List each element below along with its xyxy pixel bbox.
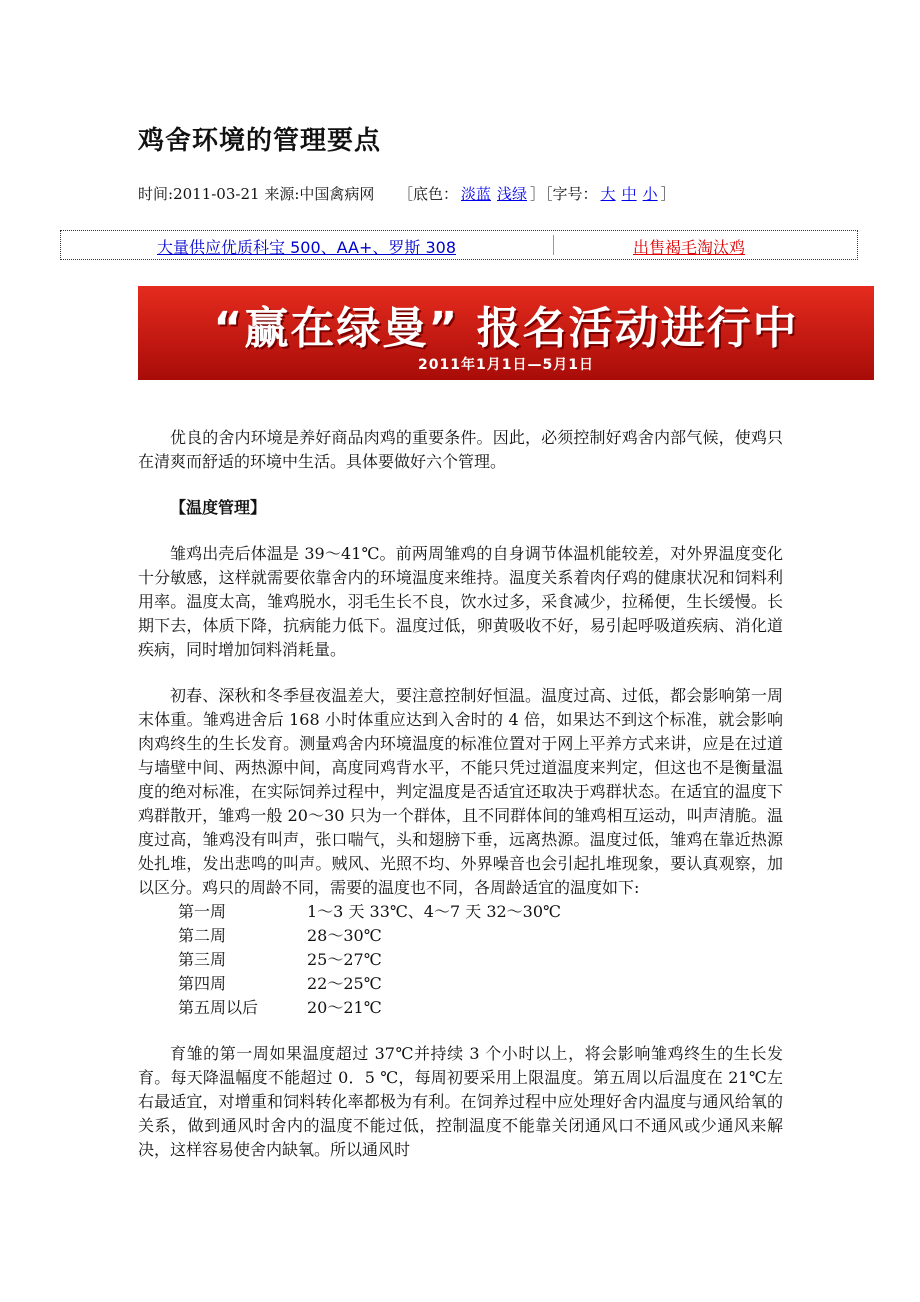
bg-color-light-blue-link[interactable]: 淡蓝: [460, 185, 491, 203]
body-paragraph: 育雏的第一周如果温度超过 37℃并持续 3 个小时以上，将会影响雏鸡终生的生长发育。每天降温幅度不能超过 0．5 ℃，每周初要采用上限温度。第五周以后温度在 21℃左右最适宜，对增重和饲料转化率都极为有利。在饲养过程中应处理好舍内温度与通风给氧的关系，做到通风时舍内的温度不能过低，控制温度不能靠关闭通风口不通风或少通风来解决，这样容易使舍内缺氧。所以通风时: [138, 1044, 783, 1159]
ad-divider: [553, 235, 554, 255]
banner-headline: “赢在绿曼” 报名活动进行中: [213, 303, 799, 354]
time-label: 时间:: [138, 185, 174, 203]
temp-cell: 1～3 天 33℃、4～7 天 32～30℃: [307, 902, 561, 921]
week-cell: 第二周: [178, 926, 227, 945]
font-size-large-link[interactable]: 大: [600, 185, 616, 203]
section-heading-temperature: 【温度管理】: [170, 498, 267, 517]
body-paragraph: 雏鸡出壳后体温是 39～41℃。前两周雏鸡的自身调节体温机能较差，对外界温度变化十分敏感，这样就需要依靠舍内的环境温度来维持。温度关系着肉仔鸡的健康状况和饲料利用率。温度太高，雏鸡脱水，羽毛生长不良，饮水过多，采食减少，拉稀便，生长缓慢。长期下去，体质下降，抗病能力低下。温度过低，卵黄吸收不好，易引起呼吸道疾病、消化道疾病，同时增加饲料消耗量。: [138, 544, 783, 659]
ad-link-bar: [60, 230, 858, 260]
ad-link-culled-hens[interactable]: 出售褐毛淘汰鸡: [633, 238, 746, 257]
temp-cell: 25～27℃: [307, 950, 382, 969]
source-name: 中国禽病网: [299, 185, 375, 203]
font-size-medium-link[interactable]: 中: [621, 185, 637, 203]
temp-cell: 28～30℃: [307, 926, 382, 945]
temperature-table: [178, 900, 561, 1020]
body-paragraph: 初春、深秋和冬季昼夜温差大，要注意控制好恒温。温度过高、过低，都会影响第一周末体重。雏鸡进舍后 168 小时体重应达到入舍时的 4 倍，如果达不到这个标准，就会影响肉鸡终生的生长发育。测量鸡舍内环境温度的标准位置对于网上平养方式来讲，应是在过道与墙壁中间、两热源中间，高度同鸡背水平，不能只凭过道温度来判定，但这也不是衡量温度的绝对标准，在实际饲养过程中，判定温度是否适宜还取决于鸡群状态。在适宜的温度下鸡群散开，雏鸡一般 20～30 只为一个群体，且不同群体间的雏鸡相互运动，叫声清脆。温度过高，雏鸡没有叫声，张口喘气，头和翅膀下垂，远离热源。温度过低，雏鸡在靠近热源处扎堆，发出悲鸣的叫声。贼风、光照不均、外界噪音也会引起扎堆现象，要认真观察，加以区分。鸡只的周龄不同，需要的温度也不同，各周龄适宜的温度如下:: [138, 686, 783, 897]
article-meta: [138, 183, 676, 204]
source-label: 来源:: [264, 185, 300, 203]
bg-color-label: ［底色：: [397, 185, 458, 203]
bg-color-light-green-link[interactable]: 浅绿: [497, 185, 528, 203]
font-size-close: ］: [660, 185, 676, 203]
publish-date: 2011-03-21: [173, 185, 260, 203]
week-cell: 第四周: [178, 974, 227, 993]
table-row: [178, 996, 561, 1020]
article-title: 鸡舍环境的管理要点: [138, 126, 382, 156]
article-body: [138, 426, 783, 1162]
temp-cell: 22～25℃: [307, 974, 382, 993]
intro-paragraph: 优良的舍内环境是养好商品肉鸡的重要条件。因此，必须控制好鸡舍内部气候，使鸡只在清爽而舒适的环境中生活。具体要做好六个管理。: [138, 428, 783, 471]
bg-color-close: ］: [530, 185, 546, 203]
table-row: [178, 972, 561, 996]
week-cell: 第五周以后: [178, 998, 259, 1017]
table-row: [178, 924, 561, 948]
promo-banner[interactable]: [138, 286, 874, 380]
week-cell: 第三周: [178, 950, 227, 969]
table-row: [178, 900, 561, 924]
font-size-small-link[interactable]: 小: [642, 185, 658, 203]
temp-cell: 20～21℃: [307, 998, 382, 1017]
week-cell: 第一周: [178, 902, 227, 921]
ad-link-chicken-breeds[interactable]: 大量供应优质科宝 500、AA+、罗斯 308: [157, 238, 456, 257]
banner-dates: 2011年1月1日—5月1日: [418, 357, 594, 373]
font-size-label: ［字号：: [545, 185, 598, 203]
table-row: [178, 948, 561, 972]
